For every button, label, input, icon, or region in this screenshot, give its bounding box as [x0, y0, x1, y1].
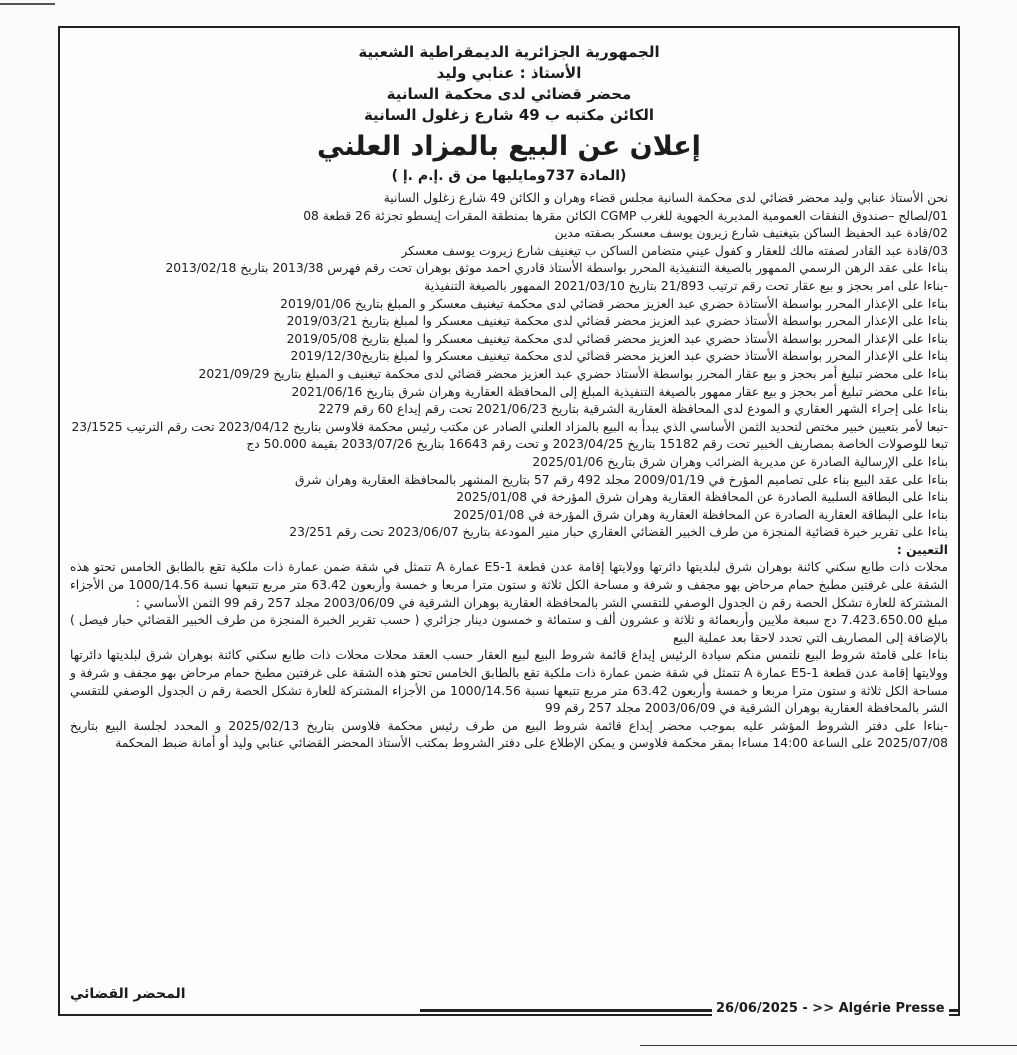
- paragraph-service-order: بناءا على محضر تبليغ أمر بحجز و بيع عقار المحرر بواسطة الأستاذ حضري عبد العزيز محضر قضائي لدى محكمة تيغنيف و المبلغ بتاريخ 2021/09/29: [198, 366, 948, 381]
- paragraph-intro: نحن الأستاذ عنابي وليد محضر قضائي لدى محكمة السانية مجلس قضاء وهران و الكائن 49 شارع زغلول السانية: [383, 191, 948, 205]
- paragraph-mortgage: بناءا على عقد الرهن الرسمي الممهور بالصيغة التنفيذية المحرر بواسطة الأستاذ قادري احمد موثق بوهران تحت رقم فهرس 2013/38 بتاريخ 2013/02/18: [165, 261, 948, 276]
- paragraph-seizure-order: -بناءا على امر بحجز و بيع عقار تحت رقم ترتيب 21/893 بتاريخ 2021/03/10 الممهور بالصيغة التنفيذية: [424, 278, 948, 293]
- paragraph-base-price: مبلغ 7.423.650.00 دج سبعة ملايين وأربعمائة و ثلاثة و عشرون ألف و ستمائة و خمسون دينار جزائري ( حسب تقرير الخبرة المنجزة من طرف الخبير القضائي حبار فيصل ) بالإضافة إلى المصاريف التي تحدد لاحقا بعد عملية البيع: [70, 613, 948, 645]
- paragraph-party-2: 02/قادة عبد الحفيظ الساكن بتيغنيف شارع زيرون يوسف معسكر بصفته مدين: [554, 226, 948, 241]
- paragraph-negative-card: بناءا على البطاقة السلبية الصادرة عن المحافظة العقارية وهران شرق المؤرخة في 2025/01/08: [456, 490, 948, 505]
- notice-title: إعلان عن البيع بالمزاد العلني: [317, 131, 701, 162]
- top-rule: [0, 3, 55, 5]
- paragraph-party-1: 01/لصالح –صندوق النفقات العمومية المديرية الجهوية للغرب CGMP الكائن مقرها بمنطقة المقرات إيسطو تجزئة 26 قطعة 08: [303, 208, 948, 223]
- designation-heading: التعيين :: [896, 542, 948, 557]
- paragraph-notice-2: بناءا على الإعذار المحرر بواسطة الأستاذ حضري عبد العزيز محضر قضائي لدى محكمة تيغنيف معسكر وا لمبلغ بتاريخ 2019/03/21: [286, 314, 948, 329]
- paragraph-publication: بناءا على إجراء الشهر العقاري و المودع لدى المحافظة العقارية الشرقية بتاريخ 2021/06/23 تحت رقم إيداع 60 رقم 2279: [318, 402, 948, 417]
- bottom-rule: [640, 1045, 1017, 1046]
- signature-bailiff: المحضر القضائي: [70, 986, 186, 1002]
- paragraph-designation: محلات ذات طابع سكني كائنة بوهران شرق لبلديتها دائرتها وولايتها إقامة عدن قطعة E5-1 عمارة A تتمثل في شقة ضمن عمارة ذات ملكية تقع بالطابق الخامس تحتو هذه الشقة على غرفتين مطبخ حمام مرحاض بهو مجفف و شرفة و مساحة الكل ثلاثة و ستون مترا مربعا و خمسة وأربعون 63.42 متر مربع تتبعها نسبة 1000/14.56 من الأجزاء المشتركة للعارة تشكل الحصة رقم ن الجدول الوصفي للتقسي الشر بالمحافظة العقارية بوهران الشرقية في 2003/06/09 مجلد 257 رقم 99 الثمن الأساسي :: [70, 560, 948, 610]
- paragraph-notice-4: بناءا على الإعذار المحرر بواسطة الأستاذ حضري عبد العزيز محضر قضائي لدى محكمة تيغنيف معسكر وا لمبلغ بتاريخ2019/12/30: [290, 349, 948, 364]
- paragraph-tax-letter: بناءا على الإرسالية الصادرة عن مديرية الضرائب وهران شرق بتاريخ 2025/01/06: [532, 454, 948, 469]
- header-address: الكائن مكتبه ب 49 شارع زغلول السانية: [363, 106, 655, 124]
- paragraph-expert-report: بناءا على تقرير خبرة قضائية المنجزة من طرف الخبير القضائي العقاري حبار منير المودعة بتاريخ 2023/06/07 تحت رقم 23/251: [289, 525, 948, 540]
- paragraph-notice-3: بناءا على الإعذار المحرر بواسطة الأستاذ حضري عبد العزيز محضر قضائي لدى محكمة تيغنيف معسكر وا لمبلغ بتاريخ 2019/05/08: [286, 331, 948, 346]
- notice-article: ( المادة 737ومايليها من ق .إ.م .إ): [391, 168, 627, 184]
- header-bailiff-name: الأستاذ : عنابي وليد: [436, 64, 582, 82]
- paragraph-service-registry: بناءا على محضر تبليغ أمر بحجز و بيع عقار ممهور بالصيغة التنفيذية المبلغ إلى المحافظة العقارية وهران شرق بتاريخ 2021/06/16: [291, 384, 948, 399]
- notice-header: [60, 42, 958, 186]
- paragraph-expert-fees: تبعا للوصولات الخاصة بمصاريف الخبير تحت رقم 15182 بتاريخ 2023/04/25 و تحت رقم 16643 بتاريخ 2033/07/26 بقيمة 50.000 دج: [246, 437, 948, 452]
- paragraph-sale-deed: بناءا على عقد البيع بناء على تصاميم المؤرخ في 2009/01/19 مجلد 492 رقم 57 بتاريخ المشهر بالمحافظة العقارية وهران شرق: [295, 472, 948, 487]
- notice-body: [60, 186, 958, 753]
- header-court: محضر قضائي لدى محكمة السانية: [386, 85, 632, 103]
- paragraph-conditions: بناءا على قامئة شروط البيع نلتمس منكم سيادة الرئيس إيداع قائمة شروط البيع لبيع العقار حسب العقد محلات محلات ذات طابع سكني كائنة بوهران شرق لبلديتها دائرتها وولايتها إقامة عدن قطعة E5-1 عمارة A تتمثل في شقة ضمن عمارة ذات ملكية تقع بالطابق الخامس تحتو هذه الشقة على غرفتين مطبخ حمام مرحاض بهو مجفف و شرفة و مساحة الكل ثلاثة و ستون مترا مربعا و خمسة وأربعون 63.42 متر مربع تتبعها نسبة 1000/14.56 من الأجزاء المشتركة للعارة تشكل الحصة رقم ن الجدول الوصفي للتقسي الشر بالمحافظة العقارية بوهران الشرقية في 2003/06/09 مجلد 257 رقم 99: [70, 648, 948, 716]
- header-republic: الجمهورية الجزائرية الديمقراطية الشعبية: [358, 43, 660, 61]
- footer-credit: 26/06/2025 - >> Algérie Presse: [712, 1001, 949, 1016]
- paragraph-sale-session: -بناءا على دفتر الشروط المؤشر عليه بموجب محضر إيداع قائمة شروط البيع من طرف رئيس محكمة فلاوسن بتاريخ 2025/02/13 و المحدد لجلسة البيع بتاريخ 2025/07/08 على الساعة 14:00 مساءا بمقر محكمة فلاوسن و يمكن الإطلاع على دفتر الشروط بمكتب الأستاذ المحضر القضائي عنابي وليد أو أمانة ضبط المحكمة: [70, 718, 948, 751]
- paragraph-notice-1: بناءا على الإعذار المحرر بواسطة الأستاذة حضري عبد العزيز محضر قضائي لدى محكمة تيغنيف معسكر و المبلغ بتاريخ 2019/01/06: [280, 296, 948, 311]
- notice-frame: [58, 26, 960, 1016]
- paragraph-expert-order: -تبعا لأمر بتعيين خبير مختص لتحديد الثمن الأساسي الذي يبدأ به البيع بالمزاد العلني الصادر عن مكتب رئيس محكمة فلاوسن بتاريخ 2023/04/12 تحت رقم الترتيب 23/1525: [71, 419, 948, 434]
- paragraph-party-3: 03/قادة عبد القادر لصفته مالك للعقار و كفول عيني متضامن الساكن ب تيغنيف شارع زيروت يوسف معسكر: [401, 243, 948, 258]
- paragraph-property-card: بناءا على البطاقة العقارية الصادرة عن المحافظة العقارية وهران شرق المؤرخة في 2025/01/08: [453, 507, 948, 522]
